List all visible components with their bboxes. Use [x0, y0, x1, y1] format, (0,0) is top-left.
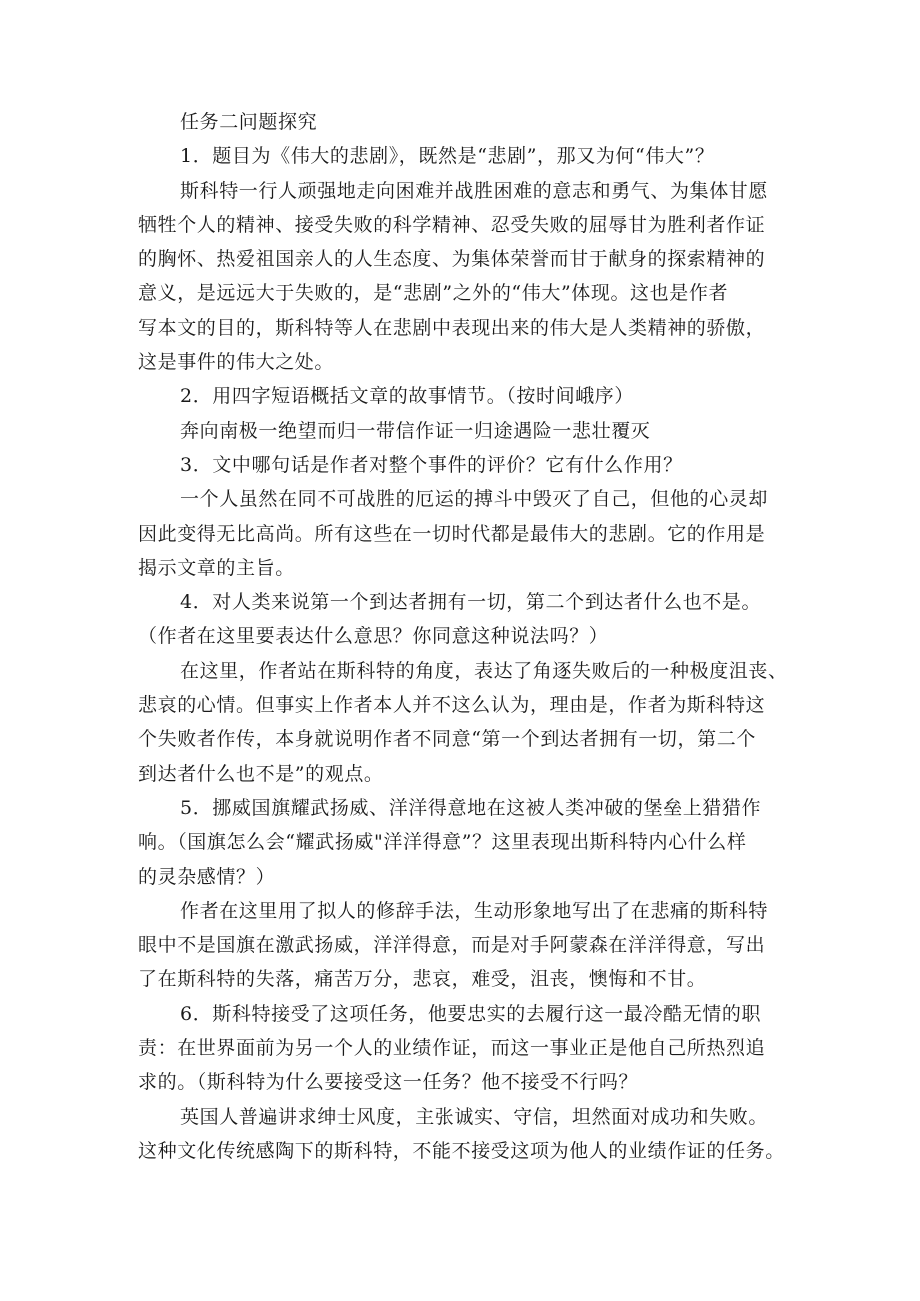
answer-line: 一个人虽然在同不可战胜的厄运的搏斗中毁灭了自己，但他的心灵却	[180, 488, 769, 511]
answer-line: 意义，是远远大于失败的，是“悲剧”之外的“伟大”体现。这也是作者	[138, 282, 729, 305]
answer-line: 英国人普遍讲求绅士风度，主张诚实、守信，坦然面对成功和失败。	[180, 1105, 769, 1128]
question-2	[138, 379, 793, 413]
question-line: 4．对人类来说第一个到达者拥有一切，第二个到达者什么也不是。	[180, 591, 762, 614]
answer-2	[138, 414, 793, 448]
question-line: 1．题目为《伟大的悲剧》，既然是“悲剧”，那又为何“伟大”？	[180, 145, 715, 168]
question-3	[138, 448, 793, 482]
answer-line: 个失败者作传，本身就说明作者不同意“第一个到达者拥有一切，第二个	[138, 728, 756, 751]
question-line: 的灵杂感情？）	[138, 865, 276, 888]
answer-6	[138, 1100, 793, 1169]
answer-line: 揭示文章的主旨。	[138, 556, 295, 579]
question-line: 3．文中哪句话是作者对整个事件的评价？它有什么作用？	[180, 453, 683, 476]
question-line: 响。（国旗怎么会“耀武扬威"洋洋得意”？这里表现出斯科特内心什么样	[138, 831, 747, 854]
answer-5	[138, 894, 793, 997]
answer-line: 悲哀的心情。但事实上作者本人并不这么认为，理由是，作者为斯科特这	[138, 694, 766, 717]
answer-line: 了在斯科特的失落，痛苦万分，悲哀，难受，沮丧，懊悔和不甘。	[138, 968, 707, 991]
answer-line: 眼中不是国旗在激武扬威，洋洋得意，而是对手阿蒙森在洋洋得意，写出	[138, 934, 766, 957]
answer-line: 这是事件的伟大之处。	[138, 351, 335, 374]
answer-line: 牺牲个人的精神、接受失败的科学精神、忍受失败的屈辱甘为胜利者作证	[138, 213, 766, 236]
document-page	[138, 105, 793, 1168]
answer-line: 写本文的目的，斯科特等人在悲剧中表现出来的伟大是人类精神的骄傲，	[138, 316, 766, 339]
question-line: 2．用四字短语概括文章的故事情节。（按时间峨序）	[180, 385, 634, 408]
answer-3	[138, 482, 793, 585]
question-line: 6．斯科特接受了这项任务，他要忠实的去履行这一最冷酷无情的职	[180, 1002, 762, 1025]
answer-4	[138, 654, 793, 791]
section-title: 任务二问题探究	[180, 111, 318, 133]
answer-line: 因此变得无比高尚。所有这些在一切时代都是最伟大的悲剧。它的作用是	[138, 522, 766, 545]
answer-1	[138, 174, 793, 380]
question-6	[138, 997, 793, 1100]
question-1	[138, 139, 793, 173]
answer-line: 这种文化传统感陶下的斯科特，不能不接受这项为他人的业绩作证的任务。	[138, 1139, 785, 1162]
question-list	[138, 139, 793, 1168]
question-line: 5．挪威国旗耀武扬威、洋洋得意地在这被人类冲破的堡垒上猎猎作	[180, 796, 762, 819]
answer-line: 在这里，作者站在斯科特的角度，表达了角逐失败后的一种极度沮丧、	[180, 659, 788, 682]
question-line: （作者在这里要表达什么意思？你同意这种说法吗？）	[138, 625, 609, 648]
answer-line: 奔向南极一绝望而归一带信作证一归途遇险一悲壮覆灭	[180, 419, 651, 442]
answer-line: 斯科特一行人顽强地走向困难并战胜困难的意志和勇气、为集体甘愿	[180, 179, 769, 202]
answer-line: 作者在这里用了拟人的修辞手法，生动形象地写出了在悲痛的斯科特	[180, 899, 769, 922]
question-4	[138, 585, 793, 654]
question-5	[138, 791, 793, 894]
answer-line: 的胸怀、热爱祖国亲人的人生态度、为集体荣誉而甘于献身的探索精神的	[138, 248, 766, 271]
question-line: 责：在世界面前为另一个人的业绩作证，而这一事业正是他自己所热烈追	[138, 1037, 766, 1060]
question-line: 求的。（斯科特为什么要接受这一任务？他不接受不行吗？	[138, 1071, 639, 1094]
answer-line: 到达者什么也不是”的观点。	[138, 762, 384, 785]
